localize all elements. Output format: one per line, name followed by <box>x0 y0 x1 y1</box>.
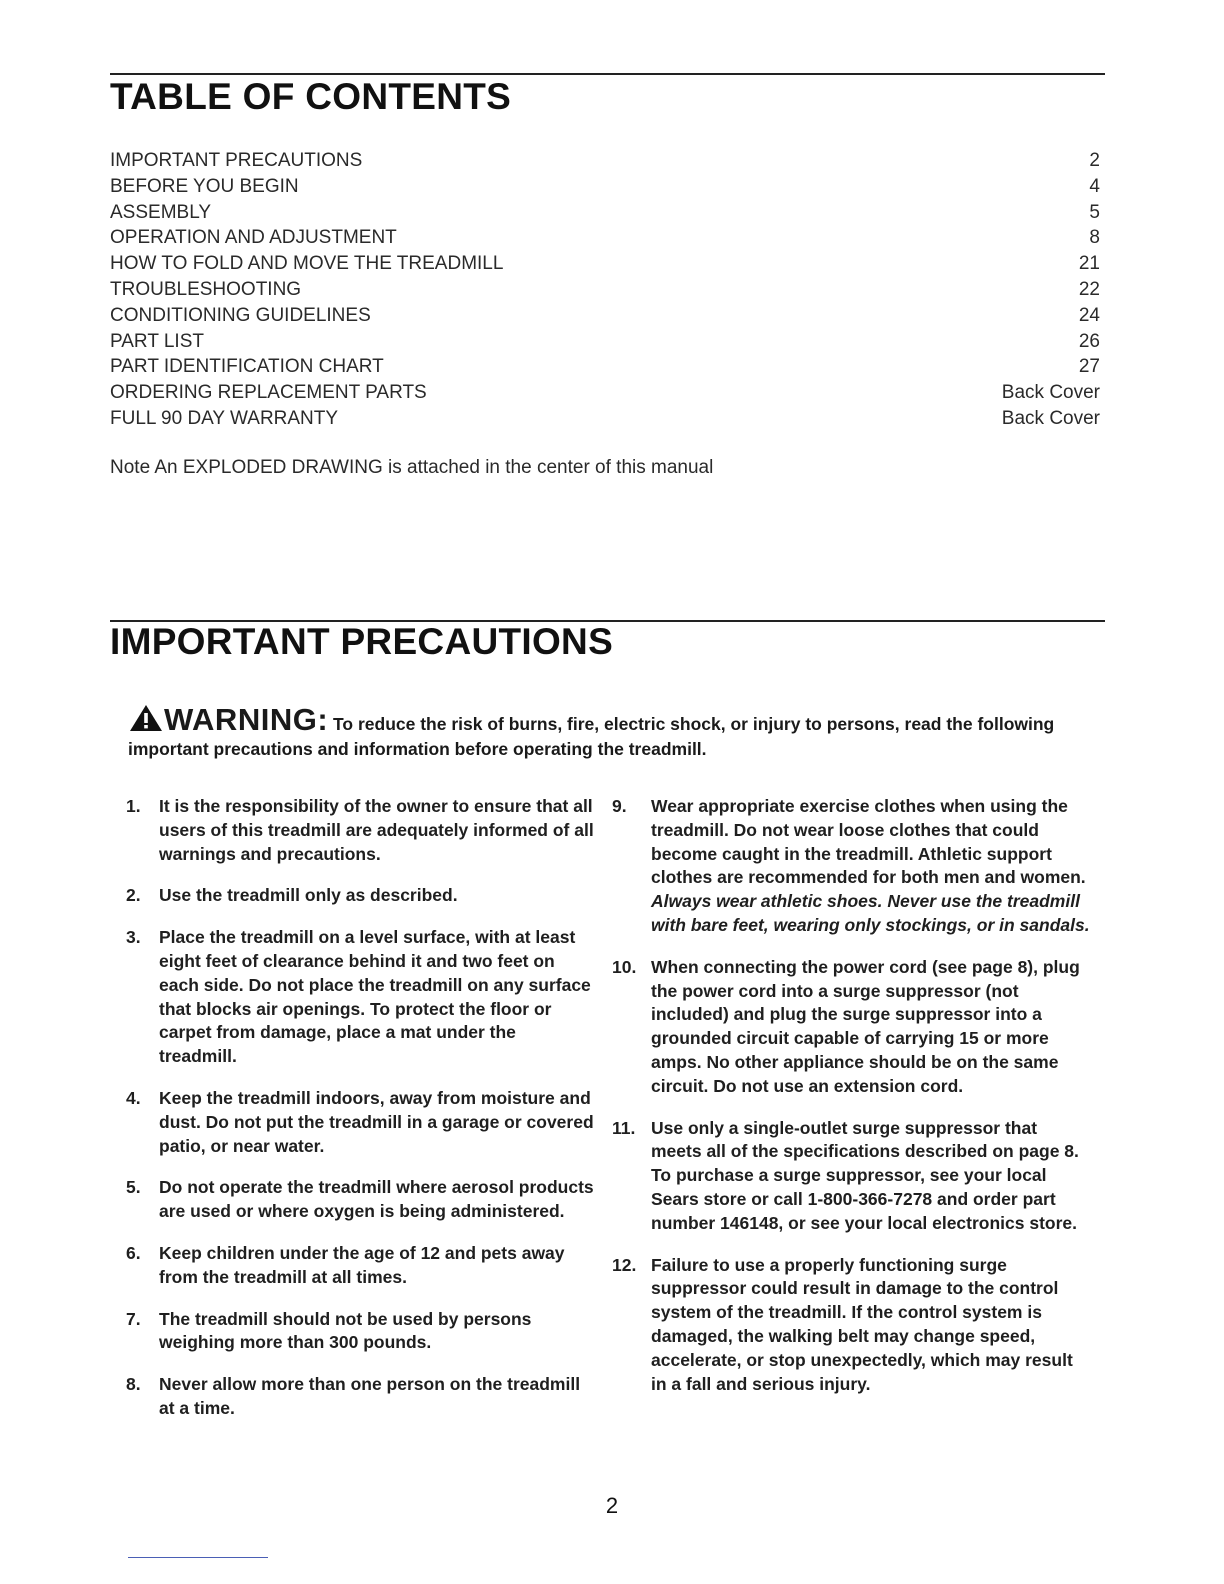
toc-entry-page: Back Cover <box>1001 382 1100 404</box>
precaution-emphasis: Always wear athletic shoes. Never use the treadmill with bare feet, wearing only stockings, or in sandals. <box>651 891 1090 935</box>
toc-entry[interactable] <box>110 303 1100 329</box>
precaution-text: Keep the treadmill indoors, away from moisture and dust. Do not put the treadmill in a garage or covered patio, or near water. <box>159 1087 594 1156</box>
precaution-text <box>651 795 1092 938</box>
toc-entry-label: HOW TO FOLD AND MOVE THE TREADMILL <box>110 253 504 275</box>
precaution-number: 1. <box>126 796 141 816</box>
toc-entry[interactable] <box>110 380 1100 406</box>
toc-entry[interactable] <box>110 174 1100 200</box>
precautions-left-column <box>126 795 596 1439</box>
warning-block <box>128 703 1088 762</box>
precaution-item <box>126 1242 596 1290</box>
precaution-item <box>126 1087 596 1158</box>
precaution-item <box>126 795 596 866</box>
precaution-item <box>126 884 596 908</box>
toc-entry[interactable] <box>110 277 1100 303</box>
precautions-right-column <box>612 795 1092 1414</box>
toc-entry-page: 2 <box>1089 150 1100 171</box>
toc-entry-label: TROUBLESHOOTING <box>110 278 302 300</box>
toc-entry[interactable] <box>110 406 1100 432</box>
toc-entry[interactable] <box>110 225 1100 251</box>
toc-entry-page: Back Cover <box>1001 407 1100 429</box>
warning-triangle-icon <box>128 703 164 733</box>
page-number: 2 <box>605 1493 619 1518</box>
toc-entry-label: OPERATION AND ADJUSTMENT <box>110 227 397 249</box>
toc-entry-page: 8 <box>1089 227 1100 249</box>
precaution-item <box>612 1254 1092 1397</box>
toc-entry[interactable] <box>110 251 1100 277</box>
toc-note: Note An EXPLODED DRAWING is attached in the center of this manual <box>110 457 714 478</box>
precaution-text: It is the responsibility of the owner to ensure that all users of this treadmill are adequately informed of all warnings and precautions. <box>159 796 594 864</box>
precaution-item <box>126 1373 596 1421</box>
precaution-item <box>126 1176 596 1224</box>
toc-title: TABLE OF CONTENTS <box>110 76 512 117</box>
precaution-item <box>612 795 1092 938</box>
toc-entry-label: BEFORE YOU BEGIN <box>110 175 299 197</box>
footer-line <box>128 1557 268 1558</box>
toc-entry[interactable] <box>110 329 1100 355</box>
warning-word: WARNING: <box>164 702 329 737</box>
precaution-text-main: Wear appropriate exercise clothes when using the treadmill. Do not wear loose clothes that could become caught in the treadmill. Athletic support clothes are recommended for both men and women. <box>651 796 1086 888</box>
precaution-text: Use the treadmill only as described. <box>159 885 458 906</box>
precaution-item <box>612 956 1092 1099</box>
precaution-item <box>126 1308 596 1356</box>
precaution-number: 6. <box>126 1242 141 1263</box>
precaution-text: Place the treadmill on a level surface, with at least eight feet of clearance behind it and two feet on each side. Do not place the treadmill on any surface that blocks air openings. To protect the floor or carpet from damage, place a mat under the treadmill. <box>159 927 591 1067</box>
precaution-text: The treadmill should not be used by persons weighing more than 300 pounds. <box>159 1308 532 1353</box>
precaution-number: 5. <box>126 1177 141 1198</box>
precaution-number: 10. <box>612 956 637 977</box>
precaution-text: Failure to use a properly functioning surge suppressor could result in damage to the control system of the treadmill. If the control system is damaged, the walking belt may change speed, accelerate, or stop unexpectedly, which may result in a fall and serious injury. <box>651 1254 1073 1394</box>
toc-entry-page: 26 <box>1078 330 1100 352</box>
precaution-number: 4. <box>126 1087 141 1108</box>
toc-entry-page: 4 <box>1089 175 1100 197</box>
precaution-number: 9. <box>612 796 627 816</box>
toc-entry-page: 22 <box>1078 278 1100 300</box>
precaution-number: 11. <box>612 1117 636 1138</box>
precaution-text: Keep children under the age of 12 and pets away from the treadmill at all times. <box>159 1242 565 1287</box>
toc-entry[interactable] <box>110 354 1100 380</box>
precaution-number: 7. <box>126 1308 141 1329</box>
precaution-number: 3. <box>126 927 141 948</box>
toc-entry-label: PART LIST <box>110 330 204 352</box>
warning-text: To reduce the risk of burns, fire, electric shock, or injury to persons, read the following important precautions and information before operating the treadmill. <box>128 714 1055 759</box>
toc-entry-label: PART IDENTIFICATION CHART <box>110 356 384 378</box>
toc-entry-label: ASSEMBLY <box>110 201 212 223</box>
toc-entry-label: ORDERING REPLACEMENT PARTS <box>110 382 427 404</box>
toc-list <box>110 148 1100 432</box>
toc-entry-page: 5 <box>1089 201 1100 223</box>
toc-entry-page: 27 <box>1078 356 1100 378</box>
precaution-number: 8. <box>126 1374 141 1395</box>
precaution-text: Do not operate the treadmill where aerosol products are used or where oxygen is being administered. <box>159 1177 594 1222</box>
precaution-number: 2. <box>126 885 141 906</box>
toc-entry-label: FULL 90 DAY WARRANTY <box>110 407 339 429</box>
precaution-item <box>612 1117 1092 1236</box>
toc-entry-label: CONDITIONING GUIDELINES <box>110 304 371 326</box>
toc-top-rule <box>110 73 1105 75</box>
precautions-title: IMPORTANT PRECAUTIONS <box>110 621 614 662</box>
toc-entry[interactable] <box>110 200 1100 226</box>
precaution-text: Use only a single-outlet surge suppressor that meets all of the specifications described on page 8. To purchase a surge suppressor, see your local Sears store or call 1-800-366-7278 and order part number 146148, or see your local electronics store. <box>651 1117 1079 1233</box>
toc-entry-label: IMPORTANT PRECAUTIONS <box>110 150 363 171</box>
toc-entry[interactable] <box>110 148 1100 174</box>
toc-entry-page: 21 <box>1078 253 1100 275</box>
precaution-number: 12. <box>612 1254 637 1275</box>
precaution-item <box>126 926 596 1069</box>
toc-entry-page: 24 <box>1078 304 1100 326</box>
precaution-text: When connecting the power cord (see page 8), plug the power cord into a surge suppressor (not included) and plug the surge suppressor into a grounded circuit capable of carrying 15 or more amps. No other appliance should be on the same circuit. Do not use an extension cord. <box>651 956 1080 1096</box>
precaution-text: Never allow more than one person on the treadmill at a time. <box>159 1374 581 1418</box>
